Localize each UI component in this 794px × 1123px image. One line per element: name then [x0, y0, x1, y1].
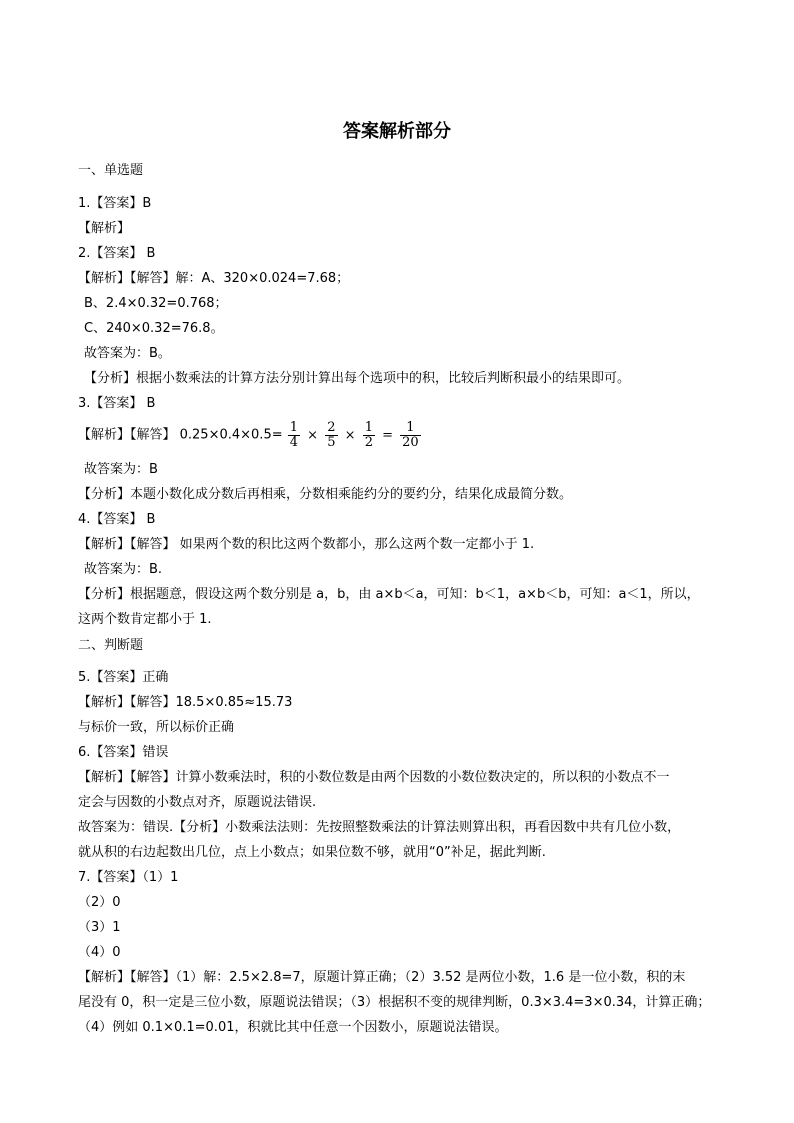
q3-analysis	[78, 421, 422, 450]
q6-answer: 6.【答案】错误	[78, 745, 169, 760]
q6-analysis-a: 【解析】【解答】计算小数乘法时，积的小数位数是由两个因数的小数位数决定的，所以积的小数点不一	[78, 770, 670, 785]
q6-explanation-b: 就从积的右边起数出几位，点上小数点；如果位数不够，就用“0”补足，据此判断.	[78, 845, 546, 860]
q2-analysis-b: B、2.4×0.32=0.768；	[84, 296, 228, 311]
fraction-two-fifths: $\frac{2}{5}$	[327, 420, 336, 450]
fraction-one-quarter: $\frac{1}{4}$	[289, 420, 299, 450]
q7-analysis-a: 【解析】【解答】（1）解：2.5×2.8=7，原题计算正确；（2）3.52 是两位小数，1.6 是一位小数，积的末	[78, 970, 686, 985]
q3-answer: 3.【答案】 B	[78, 396, 156, 411]
q5-answer: 5.【答案】正确	[78, 670, 169, 685]
q2-explanation: 【分析】根据小数乘法的计算方法分别计算出每个选项中的积，比较后判断积最小的结果即可。	[84, 371, 631, 386]
q3-analysis-text: 【解析】【解答】 0.25×0.4×0.5=	[78, 427, 283, 443]
q7-answer-2: （2）0	[78, 895, 121, 910]
q5-conclusion: 与标价一致，所以标价正确	[78, 720, 235, 735]
times-sign: ×	[344, 427, 356, 443]
equals-sign: =	[382, 427, 394, 443]
q1-analysis: 【解析】	[78, 221, 131, 236]
q7-analysis-b: 尾没有 0，积一定是三位小数，原题说法错误；（3）根据积不变的规律判断，0.3×3.4=3×0.34，计算正确；	[78, 995, 711, 1010]
section-heading-single-choice: 一、单选题	[78, 163, 144, 178]
q4-analysis: 【解析】【解答】 如果两个数的积比这两个数都小，那么这两个数一定都小于 1.	[78, 537, 535, 552]
q7-analysis-c: （4）例如 0.1×0.1=0.01，积就比其中任意一个因数小，原题说法错误。	[78, 1020, 508, 1035]
times-sign: ×	[307, 427, 319, 443]
fraction-one-twentieth: $\frac{1}{20}$	[402, 420, 419, 450]
q2-conclusion: 故答案为：B。	[84, 346, 171, 361]
q2-analysis-c: C、240×0.32=76.8。	[84, 321, 224, 336]
q3-explanation: 【分析】本题小数化成分数后再相乘，分数相乘能约分的要约分，结果化成最简分数。	[78, 487, 573, 502]
section-heading-true-false: 二、判断题	[78, 638, 144, 653]
q4-answer: 4.【答案】 B	[78, 512, 156, 527]
q7-answer-3: （3）1	[78, 920, 121, 935]
q7-answer-1: 7.【答案】（1）1	[78, 870, 179, 885]
q6-analysis-b: 定会与因数的小数点对齐，原题说法错误.	[78, 795, 317, 810]
q5-analysis: 【解析】【解答】18.5×0.85≈15.73	[78, 695, 293, 710]
q2-analysis-a: 【解析】【解答】解：A、320×0.024=7.68；	[78, 271, 350, 286]
fraction-one-half: $\frac{1}{2}$	[364, 420, 373, 450]
q7-answer-4: （4）0	[78, 945, 121, 960]
page-title: 答案解析部分	[343, 121, 451, 142]
q1-answer: 1.【答案】B	[78, 196, 152, 211]
q4-conclusion: 故答案为：B.	[84, 562, 163, 577]
q4-explanation-a: 【分析】根据题意，假设这两个数分别是 a，b，由 a×b＜a，可知：b＜1，a×b＜b，可知：a＜1，所以，	[78, 587, 700, 602]
q4-explanation-b: 这两个数肯定都小于 1.	[78, 612, 212, 627]
q3-conclusion: 故答案为：B	[84, 462, 158, 477]
q6-explanation-a: 故答案为：错误.【分析】小数乘法法则：先按照整数乘法的计算法则算出积，再看因数中共有几位小数，	[78, 820, 681, 835]
q2-answer: 2.【答案】 B	[78, 246, 156, 261]
